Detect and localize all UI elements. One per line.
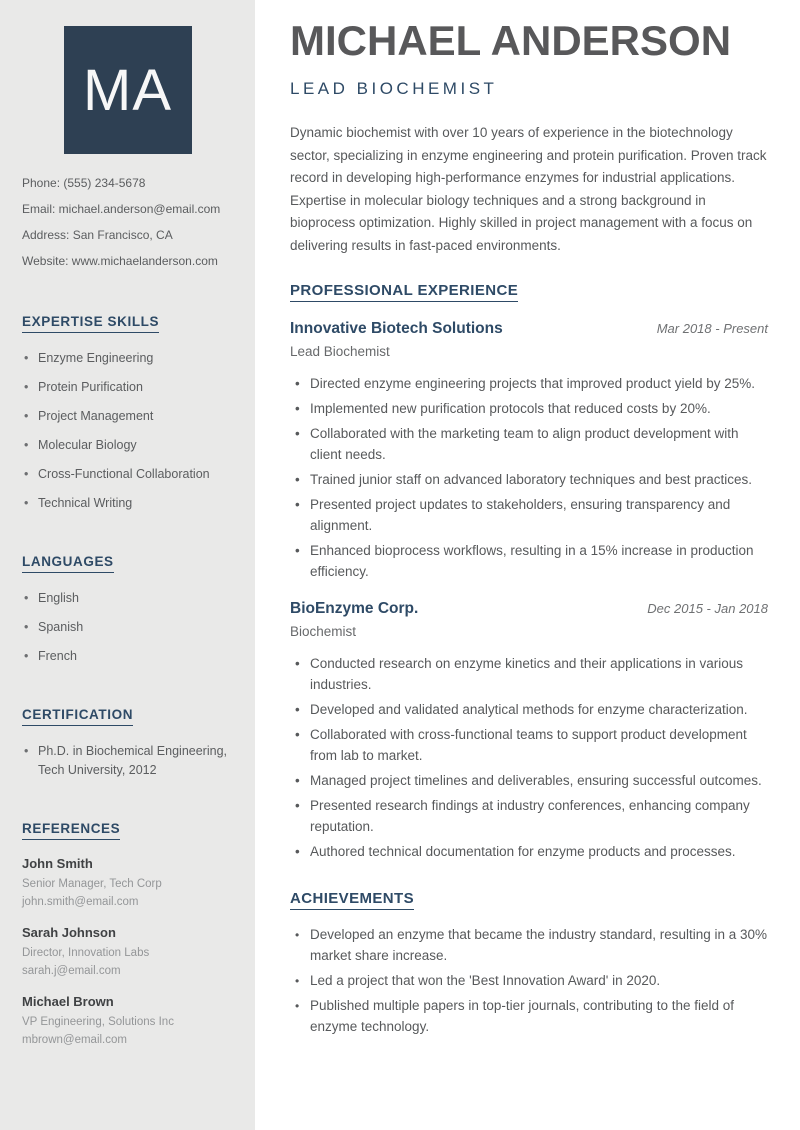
job-bullet: • Directed enzyme engineering projects that improved product yield by 25%.: [290, 373, 768, 394]
reference-email: john.smith@email.com: [22, 896, 139, 908]
job-bullet: • Developed and validated analytical methods for enzyme characterization.: [290, 699, 768, 720]
job-header: [290, 320, 768, 338]
reference-email: mbrown@email.com: [22, 1034, 127, 1046]
languages-heading: LANGUAGES: [22, 554, 114, 573]
skills-list: [22, 349, 233, 513]
job-dates: Mar 2018 - Present: [656, 321, 768, 336]
language-item: • English: [22, 589, 233, 608]
job-bullet-list: [290, 373, 768, 582]
skills-section: [22, 313, 233, 513]
certification-section: [22, 706, 233, 780]
skill-item: • Technical Writing: [22, 494, 233, 513]
reference-email: sarah.j@email.com: [22, 965, 121, 977]
person-title: LEAD BIOCHEMIST: [290, 79, 498, 98]
job-bullet: • Trained junior staff on advanced laboratory techniques and best practices.: [290, 469, 768, 490]
avatar: [64, 26, 192, 154]
job-entry: [290, 600, 768, 862]
language-item: • French: [22, 647, 233, 666]
languages-section: [22, 553, 233, 666]
job-bullet: • Presented research findings at industry conferences, enhancing company reputation.: [290, 795, 768, 837]
reference-entry: [22, 925, 233, 980]
job-bullet: • Presented project updates to stakeholders, ensuring transparency and alignment.: [290, 494, 768, 536]
achievements-heading: ACHIEVEMENTS: [290, 890, 414, 910]
company-name: Innovative Biotech Solutions: [290, 320, 503, 337]
reference-name: Michael Brown: [22, 994, 114, 1009]
contact-info: [22, 176, 233, 269]
person-name: MICHAEL ANDERSON: [290, 17, 732, 64]
skills-heading: EXPERTISE SKILLS: [22, 314, 159, 333]
job-bullet-list: [290, 653, 768, 862]
skill-item: • Cross-Functional Collaboration: [22, 465, 233, 484]
main-content: [255, 0, 800, 1130]
achievement-bullet: • Developed an enzyme that became the industry standard, resulting in a 30% market share increase.: [290, 924, 768, 966]
achievements-section: [290, 890, 768, 1037]
job-header: [290, 600, 768, 618]
reference-name: Sarah Johnson: [22, 925, 116, 940]
job-role: Lead Biochemist: [290, 344, 390, 359]
reference-name: John Smith: [22, 856, 93, 871]
certification-list: [22, 742, 233, 780]
job-dates: Dec 2015 - Jan 2018: [647, 601, 768, 616]
skill-item: • Protein Purification: [22, 378, 233, 397]
contact-phone: Phone: (555) 234-5678: [22, 176, 146, 190]
avatar-initials: MA: [83, 57, 172, 123]
job-bullet: • Collaborated with cross-functional teams to support product development from lab to market.: [290, 724, 768, 766]
contact-address: Address: San Francisco, CA: [22, 228, 173, 242]
job-bullet: • Conducted research on enzyme kinetics and their applications in various industries.: [290, 653, 768, 695]
job-bullet: • Collaborated with the marketing team to align product development with client needs.: [290, 423, 768, 465]
certification-item: • Ph.D. in Biochemical Engineering, Tech University, 2012: [22, 742, 233, 780]
achievement-bullet: • Led a project that won the 'Best Innovation Award' in 2020.: [290, 970, 768, 991]
job-bullet: • Managed project timelines and deliverables, ensuring successful outcomes.: [290, 770, 768, 791]
languages-list: [22, 589, 233, 666]
job-bullet: • Implemented new purification protocols that reduced costs by 20%.: [290, 398, 768, 419]
experience-section: [290, 282, 768, 862]
skill-item: • Molecular Biology: [22, 436, 233, 455]
job-bullet: • Enhanced bioprocess workflows, resulting in a 15% increase in production efficiency.: [290, 540, 768, 582]
reference-entry: [22, 856, 233, 911]
job-role: Biochemist: [290, 624, 357, 639]
contact-email: Email: michael.anderson@email.com: [22, 202, 221, 216]
achievement-bullet: • Published multiple papers in top-tier journals, contributing to the field of enzyme technology.: [290, 995, 768, 1037]
reference-role: Senior Manager, Tech Corp: [22, 878, 162, 890]
reference-entry: [22, 994, 233, 1049]
skill-item: • Enzyme Engineering: [22, 349, 233, 368]
reference-role: VP Engineering, Solutions Inc: [22, 1016, 174, 1028]
reference-role: Director, Innovation Labs: [22, 947, 150, 959]
job-entry: [290, 320, 768, 582]
achievements-list: [290, 924, 768, 1037]
certification-heading: CERTIFICATION: [22, 707, 133, 726]
experience-heading: PROFESSIONAL EXPERIENCE: [290, 282, 518, 302]
references-heading: REFERENCES: [22, 821, 120, 840]
contact-website: Website: www.michaelanderson.com: [22, 254, 218, 268]
summary-paragraph: Dynamic biochemist with over 10 years of experience in the biotechnology sector, specializing in enzyme engineering and protein purification. Proven track record in developing high-performance enzymes for industrial applications. Expertise in molecular biology techniques and a strong background in bioprocess optimization. Highly skilled in project management with a focus on delivering results in fast-paced environments.: [290, 125, 767, 253]
references-section: [22, 820, 233, 1049]
company-name: BioEnzyme Corp.: [290, 600, 419, 617]
language-item: • Spanish: [22, 618, 233, 637]
skill-item: • Project Management: [22, 407, 233, 426]
sidebar: [0, 0, 255, 1130]
job-bullet: • Authored technical documentation for enzyme products and processes.: [290, 841, 768, 862]
